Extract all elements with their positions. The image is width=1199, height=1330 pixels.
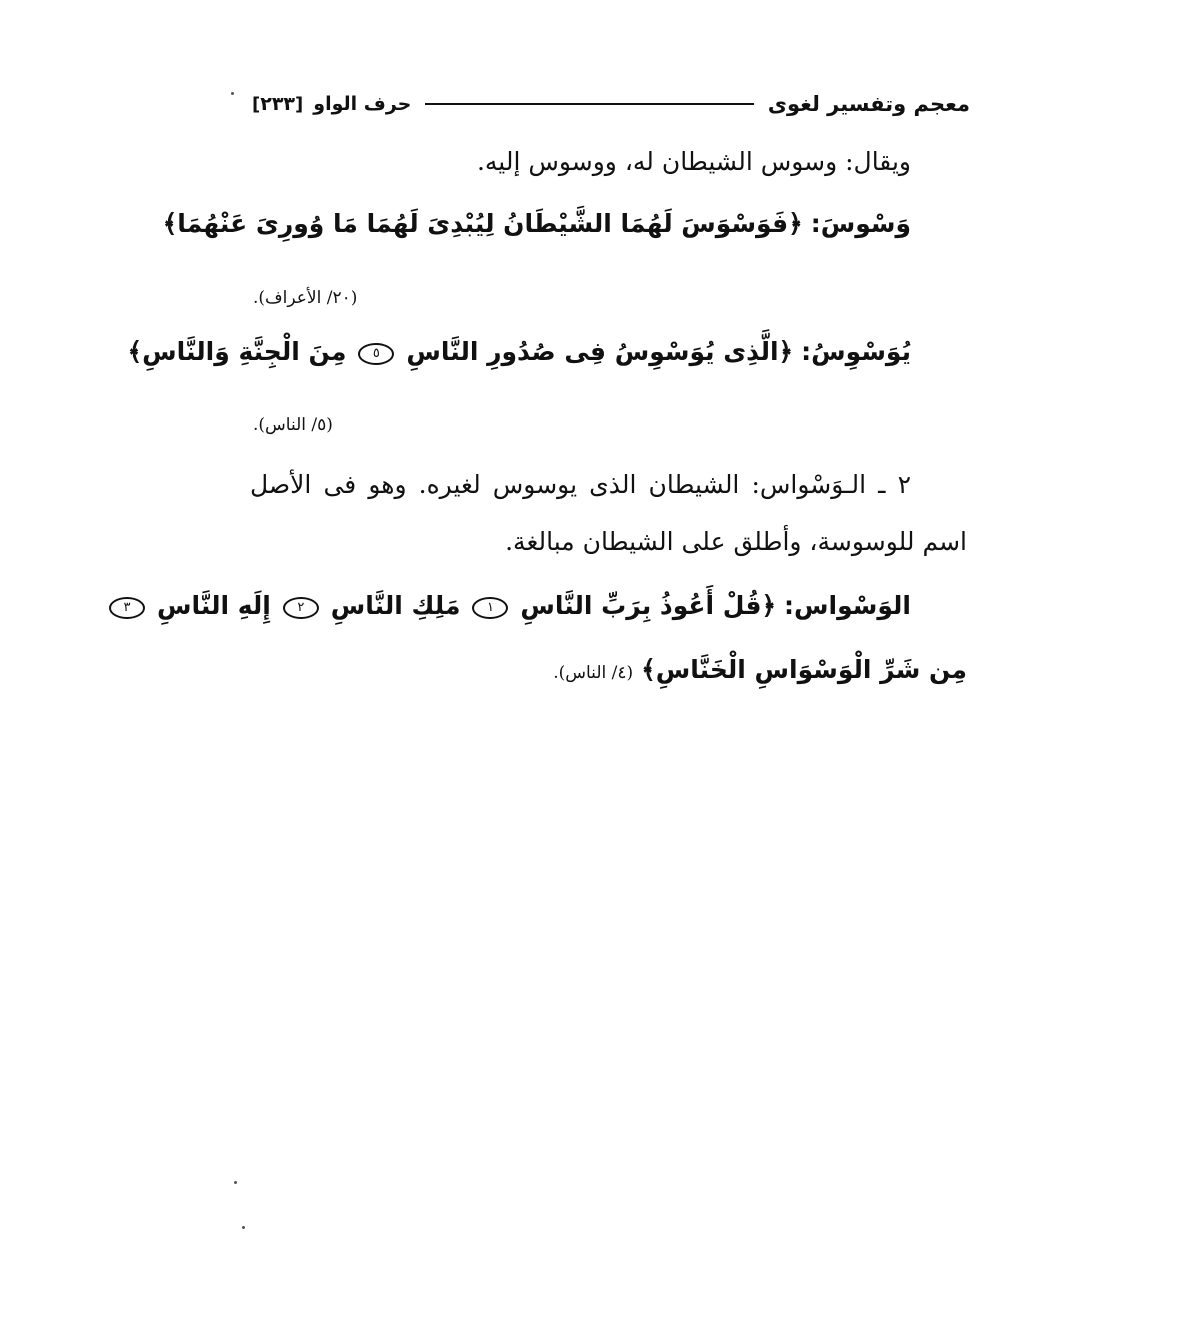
definition-continued: اسم للوسوسة، وأطلق على الشيطان مبالغة. [505, 527, 967, 556]
verse-number-marker: ٥ [358, 343, 394, 365]
page-number-value: ٢٣٣ [260, 93, 296, 115]
quran-verse-nas-4: مِن شَرِّ الْوَسْوَاسِ الْخَنَّاسِ﴾ [641, 655, 967, 684]
quran-verse-nas-3: إِلَهِ النَّاسِ [156, 591, 271, 620]
verse-reference-araf: (٢٠/ الأعراف). [253, 288, 358, 308]
lemma-yuwaswisu: يُوَسْوِسُ: [801, 337, 911, 366]
page-bracket-open: [ [295, 94, 304, 115]
chapter-and-page [252, 93, 411, 115]
entry-waswasa [163, 209, 911, 239]
quran-verse-nas-5-part-a: ﴿الَّذِى يُوَسْوِسُ فِى صُدُورِ النَّاسِ [406, 337, 794, 366]
line-1-text: ويقال: وسوس الشيطان له، ووسوس إليه. [476, 147, 911, 176]
page-number [252, 93, 303, 115]
lemma-waswasa: وَسْوسَ: [810, 209, 911, 238]
line-5 [253, 407, 333, 437]
chapter-name: حرف الواو [313, 93, 412, 115]
entry-alwaswas [105, 591, 911, 621]
quran-verse-nas-2: مَلِكِ النَّاسِ [330, 591, 461, 620]
line-6 [250, 470, 911, 500]
running-header [252, 86, 970, 122]
verse-number-marker: ٣ [109, 597, 145, 619]
line-1 [477, 147, 911, 177]
lemma-alwaswas: الوَسْواس: [784, 591, 911, 620]
scan-speck [242, 1226, 245, 1229]
quran-verse-araf: ﴿فَوَسْوَسَ لَهُمَا الشَّيْطَانُ لِيُبْدِىَ لَهُمَا مَا وُورِىَ عَنْهُمَا﴾ [162, 209, 803, 238]
line-3 [253, 280, 357, 310]
line-7 [505, 527, 967, 557]
scan-speck [234, 1181, 237, 1184]
page-bracket-close: ] [252, 94, 261, 115]
definition-alwaswas: ٢ ـ الـوَسْواس: الشيطان الذى يوسوس لغيره. وهو فى الأصل [250, 470, 911, 499]
verse-reference-nas-5: (٥/ الناس). [253, 415, 333, 435]
verse-number-marker: ٢ [283, 597, 319, 619]
header-rule [425, 103, 753, 105]
scan-speck [231, 92, 234, 95]
quran-verse-nas-1: ﴿قُلْ أَعُوذُ بِرَبِّ النَّاسِ [520, 591, 777, 620]
quran-verse-nas-5-part-b: مِنَ الْجِنَّةِ وَالنَّاسِ﴾ [127, 337, 347, 366]
book-title: معجم وتفسير لغوى [767, 92, 970, 116]
line-9 [553, 655, 967, 685]
verse-number-marker: ١ [472, 597, 508, 619]
verse-reference-nas-4: (٤/ الناس). [553, 663, 634, 683]
entry-yuwaswisu [128, 337, 912, 367]
